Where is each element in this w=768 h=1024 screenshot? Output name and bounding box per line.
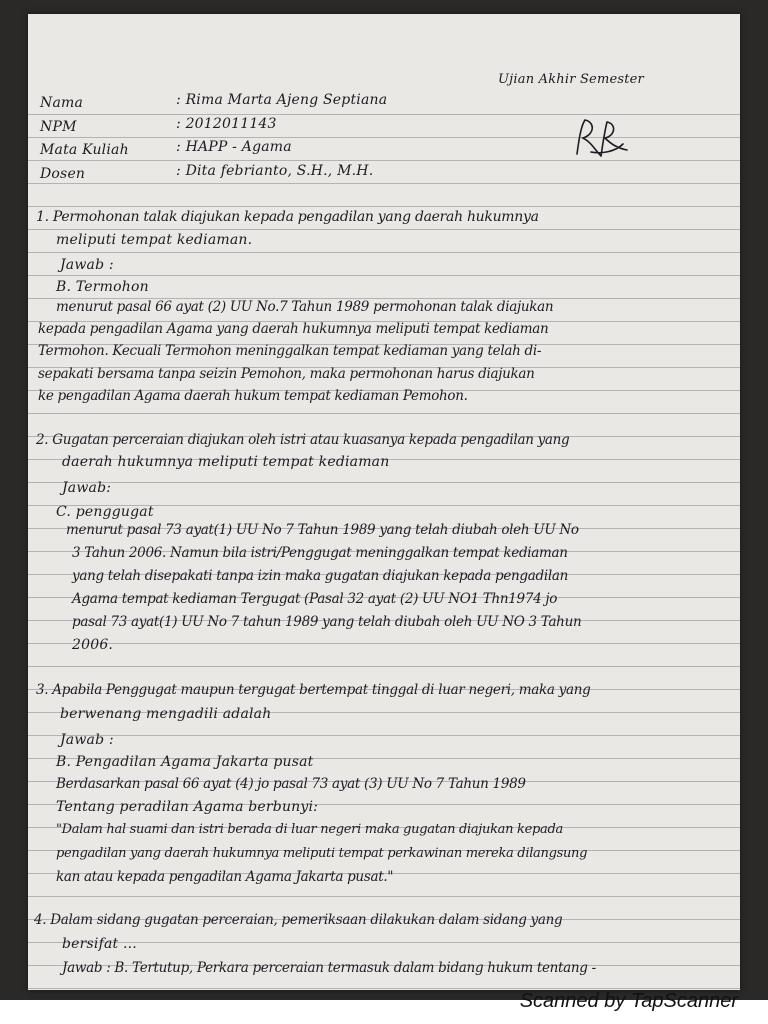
q4-line-1: 4. Dalam sidang gugatan perceraian, pemeriksaan dilakukan dalam sidang yang [34, 912, 563, 928]
q3-line-9: kan atau kepada pengadilan Agama Jakarta pusat." [56, 869, 394, 885]
ruled-line [28, 206, 740, 207]
label-mata-kuliah: Mata Kuliah [40, 142, 129, 158]
q4-line-3: Jawab : B. Tertutup, Perkara perceraian termasuk dalam bidang hukum tentang - [62, 960, 596, 976]
ruled-line [28, 183, 740, 184]
label-npm: NPM [40, 119, 77, 135]
q3-answer: B. Pengadilan Agama Jakarta pusat [56, 754, 314, 770]
ruled-line [28, 114, 740, 115]
q2-line-6: 3 Tahun 2006. Namun bila istri/Penggugat meninggalkan tempat kediaman [72, 545, 568, 561]
q2-line-5: menurut pasal 73 ayat(1) UU No 7 Tahun 1989 yang telah diubah oleh UU No [66, 522, 579, 538]
q1-line-6: kepada pengadilan Agama yang daerah hukumnya meliputi tempat kediaman [38, 321, 549, 337]
q3-line-5: Berdasarkan pasal 66 ayat (4) jo pasal 73 ayat (3) UU No 7 Tahun 1989 [56, 776, 526, 792]
value-dosen: : Dita febrianto, S.H., M.H. [176, 163, 374, 179]
q2-line-1: 2. Gugatan perceraian diajukan oleh istri atau kuasanya kepada pengadilan yang [36, 432, 570, 448]
ruled-line [28, 896, 740, 897]
q1-line-5: menurut pasal 66 ayat (2) UU No.7 Tahun 1989 permohonan talak diajukan [56, 299, 554, 315]
value-npm: : 2012011143 [176, 116, 277, 132]
ruled-line [28, 229, 740, 230]
ruled-line [28, 275, 740, 276]
label-dosen: Dosen [40, 166, 86, 182]
q2-line-7: yang telah disepakati tanpa izin maka gugatan diajukan kepada pengadilan [72, 568, 569, 584]
q1-line-9: ke pengadilan Agama daerah hukum tempat kediaman Pemohon. [38, 388, 468, 404]
ruled-line [28, 137, 740, 138]
q1-jawab: Jawab : [60, 257, 114, 273]
notebook-page [28, 14, 740, 990]
q2-line-9: pasal 73 ayat(1) UU No 7 tahun 1989 yang telah diubah oleh UU NO 3 Tahun [72, 614, 582, 630]
q1-answer: B. Termohon [56, 279, 149, 295]
q1-line-1: 1. Permohonan talak diajukan kepada pengadilan yang daerah hukumnya [36, 209, 539, 225]
q3-line-1: 3. Apabila Penggugat maupun tergugat bertempat tinggal di luar negeri, maka yang [36, 682, 591, 698]
value-nama: : Rima Marta Ajeng Septiana [176, 92, 388, 108]
q3-line-2: berwenang mengadili adalah [60, 706, 272, 722]
ruled-line [28, 988, 740, 989]
ruled-line [28, 413, 740, 414]
q2-line-10: 2006. [72, 637, 114, 653]
signature-mark [571, 114, 631, 164]
q3-line-8: pengadilan yang daerah hukumnya meliputi tempat perkawinan mereka dilangsung [56, 846, 588, 861]
ruled-line [28, 252, 740, 253]
q4-line-2: bersifat ... [62, 936, 137, 952]
value-mata-kuliah: : HAPP - Agama [176, 139, 292, 155]
q1-line-8: sepakati bersama tanpa seizin Pemohon, maka permohonan harus diajukan [38, 366, 535, 382]
q2-answer: C. penggugat [56, 504, 154, 520]
q3-line-6: Tentang peradilan Agama berbunyi: [56, 799, 319, 815]
label-nama: Nama [40, 95, 84, 111]
ruled-line [28, 735, 740, 736]
q3-jawab: Jawab : [60, 732, 114, 748]
ruled-line [28, 643, 740, 644]
ruled-line [28, 160, 740, 161]
q2-line-8: Agama tempat kediaman Tergugat (Pasal 32 ayat (2) UU NO1 Thn1974 jo [72, 591, 558, 607]
q3-line-7: "Dalam hal suami dan istri berada di luar negeri maka gugatan diajukan kepada [56, 822, 563, 837]
exam-title: Ujian Akhir Semester [498, 72, 644, 87]
ruled-line [28, 482, 740, 483]
q1-line-2: meliputi tempat kediaman. [56, 232, 253, 248]
scanner-watermark: Scanned by TapScanner [519, 990, 738, 1012]
q1-line-7: Termohon. Kecuali Termohon meninggalkan tempat kediaman yang telah di- [38, 343, 542, 359]
q2-jawab: Jawab: [62, 480, 112, 496]
q2-line-2: daerah hukumnya meliputi tempat kediaman [62, 454, 390, 470]
ruled-line [28, 666, 740, 667]
